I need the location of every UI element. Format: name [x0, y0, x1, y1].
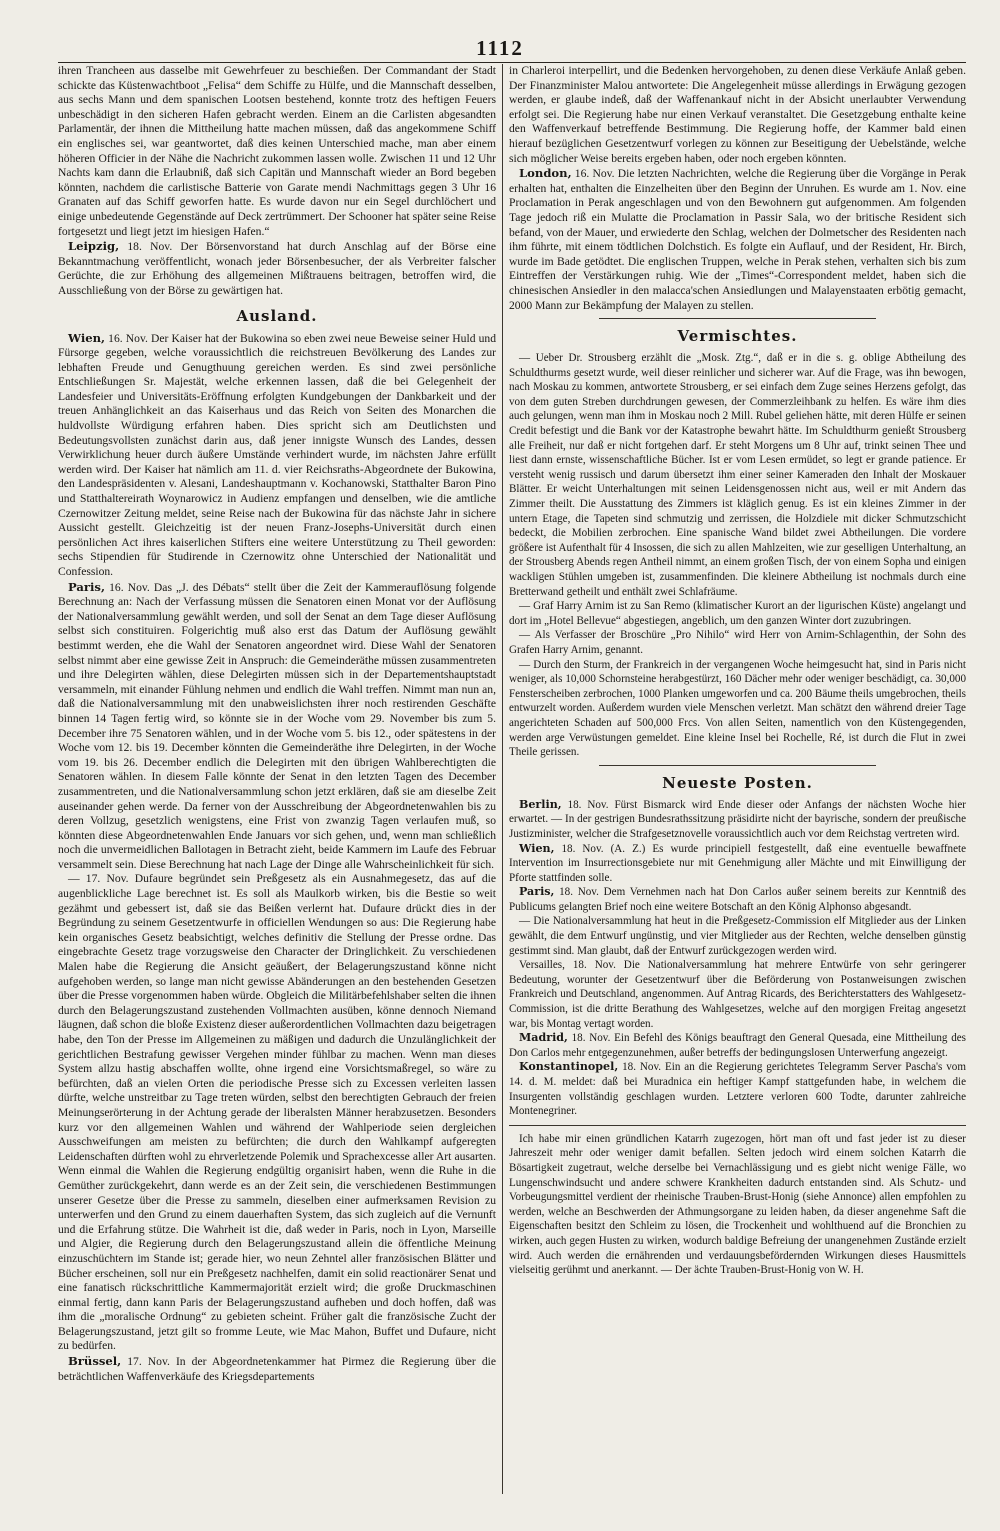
konstantinopel-article: [509, 1060, 966, 1118]
paris2-text: 18. Nov. Dem Vernehmen nach hat Don Carlos außer seinem bereits zur Kenntniß des Publicums gelangten Brief noch eine weitere Botschaft an den König Alphonso abgesandt.: [509, 886, 966, 913]
paris2-article: [509, 885, 966, 914]
advert-rule: [509, 1125, 966, 1126]
advert-brust-honig: Ich habe mir einen gründlichen Katarrh zugezogen, hört man oft und fast jeder ist zu dieser Jahreszeit mehr oder weniger damit befallen. Selten jedoch wird einem solchen Katarrh die Bösartigkeit zugetraut, welche derselbe bei Vernachlässigung und es giebt nicht wenige Fälle, wo Lungenschwindsucht und andere schwere Krankheiten dadurch entstanden sind. Als Schutz- und Vorbeugungsmittel verdient der rheinische Trauben-Brust-Honig (siehe Annonce) allen empfohlen zu werden, welche an Beschwerden der Athmungsorgane zu leiden haben, da dieser angenehme Saft die Eigenschaften besitzt den Schleim zu lösen, die Trockenheit und wohlthuend auf die Bronchien zu wirken, auch gegen Husten zu wirken, wodurch baldige Befreiung der unangenehmen Zustände erzielt wird. Auch werden die ernährenden und verdauungsbefördernden Wirkungen dieses Hausmittels vielseitig gerühmt und anerkannt. — Der ächte Trauben-Brust-Honig von W. H.: [509, 1132, 966, 1277]
wien2-text: 18. Nov. (A. Z.) Es wurde principiell festgestellt, daß eine eventuelle bewaffnete Intervention im Insurrectionsgebiete nur mit Genehmigung aller Mächte und mit Einwilligung der Pforte stattfinden solle.: [509, 842, 966, 884]
wien-text: 16. Nov. Der Kaiser hat der Bukowina so eben zwei neue Beweise seiner Huld und Fürsorge gegeben, welche voraussichtlich die reichstreuen Bevölkerung des Landes zur lebhaften Freude und Genugthuung gereichen werden. Es sind zwei persönliche Entschließungen Sr. Majestät, welche erkennen lassen, daß die bei Gelegenheit der Landesfeier und Universitäts-Eröffnung erfolgten Kundgebungen der Dankbarkeit und der treuen Anhänglichkeit an das Kaiserhaus und das Reich von Seiten des Monarchen die huldvollste Würdigung erfahren haben. Dies spricht sich am Deutlichsten und Bedeutungsvollsten zunächst darin aus, daß jener innigste Wunsch des Landes, dessen Verwirklichung heuer durch äußere Umstände verhindert wurde, im nächsten Jahre erfüllt werden wird. Der Kaiser hat nämlich am 11. d. vier Reichsraths-Abgeordnete der Bukowina, den Landespräsidenten v. Alesani, Landeshauptmann v. Kochanowski, Statthalter Baron Pino und Statthaltereirath Woynarowicz in Audienz empfangen und denselben, wie die amtliche Czernowitzer Zeitung meldet, seine Reise nach der Bukowina für das nächste Jahr in sichere Aussicht gestellt. Gleichzeitig ist der neuen Franz-Josephs-Universität durch einen persönlichen Act ihres kaiserlichen Stifters eine weitere Unterstützung zu Theil geworden: sechs Stipendien für Studirende in Czernowitz ohne Unterschied der Nationalität und Confession.: [58, 331, 496, 578]
page-number: 1112: [476, 36, 524, 60]
berlin-article: [509, 798, 966, 842]
dateline-konstantinopel: Konstantinopel,: [519, 1060, 619, 1074]
bruessel-text: 17. Nov. In der Abgeordnetenkammer hat Pirmez die Regierung über die beträchtlichen Waffenverkäufe des Kriegsdepartements: [58, 1355, 496, 1383]
carlist-report: ihren Trancheen aus dasselbe mit Gewehrfeuer zu beschießen. Der Commandant der Stadt schickte das Küstenwachtboot „Felisa“ dem Schiffe zu Hülfe, und die Mannschaft desselben, aus sechs Mann und dem spanischen Lootsen bestehend, konnte trotz des heftigen Feuers unbeschädigt in den sicheren Hafen gebracht werden. Einem an die Carlisten abgesandten Parlamentär, der ihnen die Mittheilung hatte machen müssen, daß das angekommene Schiff ein englisches sei, war geantwortet, daß dies keinen Unterschied mache, man aber einem höheren Officier in der Nähe die Nachricht zukommen lassen wolle. Zwischen 11 und 12 Uhr Nachts kam dann die Erlaubniß, daß sich Capitän und Mannschaft wieder an Bord begeben könnten, nachdem die carlistische Batterie von Garate mendi Nachmittags gegen 3 Uhr 16 Granaten auf das Schiff geworfen hatte. Es wurde davon nur ein Segel durchlöchert und einige unbedeutende Gegenstände auf Deck zertrümmert. Der Schooner hat später seine Reise fortgesetzt und liegt jetzt im hiesigen Hafen.“: [58, 64, 496, 238]
leipzig-text: 18. Nov. Der Börsenvorstand hat durch Anschlag auf der Börse eine Bekanntmachung veröffentlicht, wonach jeder Börsenbesucher, der als Verbreiter falscher Gerüchte, die zur Erhöhung des allgemeinen Mißtrauens beitragen, betroffen wird, die Ausschließung von der Börse zu gewärtigen hat.: [58, 240, 496, 297]
paris-nov17-article: — 17. Nov. Dufaure begründet sein Preßgesetz als ein Ausnahmegesetz, das auf die augenblickliche Lage berechnet ist. Es soll als Maulkorb wirken, bis die Bestie so weit gezähmt und gebessert ist, daß sie das Beißen verlernt hat. Dufaure drückt dies in der Begründung zu seinem Gesetzentwurfe in officiellen Wendungen so aus: Die Regierung habe kein organisches Gesetz beabsichtigt, welches definitiv die Stellung der Presse ordne. Das eingebrachte Gesetz trage vorzugsweise den Character der Dringlichkeit. Zu verschiedenen Malen habe die Regierung die Ansicht geäußert, der Belagerungszustand könne nicht aufgehoben werden, so lange man nicht gewisse Abänderungen an den bestehenden Gesetzen über die Presse vorgenommen haben würde. Obgleich die Militärbefehlshaber selten die ihnen durch den Belagerungszustand zustehenden Vollmachten ausüben, könne dennoch Niemand läugnen, daß schon die bloße Existenz dieser außerordentlichen Vollmachten dazu beigetragen habe, den Ton der Presse im Allgemeinen zu mäßigen und dadurch die Unzulänglichkeit der gerichtlichen Bestrafung gewisser Vergehen minder fühlbar zu machen. Wenn man dieses System allzu hastig abschaffen wollte, ohne irgend eine Vorsichtsmaßregel, so wäre zu befürchten, daß an vielen Orten die periodische Presse sich zu Excessen verleiten lassen dürfte, welche unstreitbar zu Tage treten würden, selbst den berechtigten Gebrauch der freien Meinungserörterung in der Achtung gerade der liberalsten Männer herabzusetzen. Besonders kurz vor den allgemeinen Wahlen und während der Wahlperiode seien dergleichen Ausschweifungen am meisten zu befürchten; die durch den Wahlkampf aufgeregten Leidenschaften dürften wohl zu ehrverletzende Polemik und Sprachexcesse aller Art ausarten. Wenn einmal die Wahlen die Regierung endgültig organisirt haben, wenn die Ruhe in die Gemüther zurückgekehrt, dann werde es an der Zeit sein, die verschiedenen Bestimmungen unserer Gesetze über die Presse zu sammeln, dieselben einer aufmerksamen Revision zu unterwerfen und den Grund zu einem dauerhaften System, das sich zugleich auf die Vernunft und die Erfahrung stütze. Die Wahrheit ist die, daß weder in Paris, noch in Lyon, Marseille und Algier, die Regierung durch den Belagerungszustand allein die öffentliche Meinung einzuschüchtern im Stande ist; gerade hier, wo neun Zehntel aller französischen Blätter und Bücher erscheinen, soll nur ein Preßgesetz nachhelfen, damit ein solid reactionärer Senat und eine fanatisch rückschrittliche Kammermajorität erzielt wird; die große Druckmaschinen einmal fertig, dann kann Paris der Belagerungszustand aufheben und doch hoffen, daß was ihm die „moralische Ordnung“ zu gebieten scheint. Früher galt die französische Zucht der Belagerungszustand, jetzt gilt so fromme Leute, wie Mac Mahon, Buffet und Dufaure, nicht zu bedürfen.: [58, 872, 496, 1353]
section-heading-vermischtes: Vermischtes.: [677, 327, 798, 346]
dateline-paris-2: Paris,: [519, 885, 555, 899]
storm-item: — Durch den Sturm, der Frankreich in der vergangenen Woche heimgesucht hat, sind in Paris nicht weniger, als 10,000 Schornsteine herabgestürzt, 160 Dächer mehr oder weniger beschädigt, ca. 30,000 Fensterscheiben zerbrochen, 1000 Planken umgeworfen und ca. 200 Bäume theils umgebrochen, theils entwurzelt worden. Außerdem wurden viele Menschen verletzt. Man schätzt den während dreier Tage angerichteten Schaden auf 500,000 Frcs. Von allen Seiten, namentlich von den Küstengegenden, werden arge Verwüstungen gemeldet. Eine kleine Insel bei Rochelle, Ré, ist durch die Flut in zwei Theile gerissen.: [509, 658, 966, 759]
dateline-paris: Paris,: [68, 579, 105, 594]
paris3-article: — Die Nationalversammlung hat heut in die Preßgesetz-Commission elf Mitglieder aus der Linken gewählt, die dem Entwurf ungünstig, und vier Mitglieder aus der Rechten, welche denselben günstig gestimmt sind. Man glaubt, daß der Entwurf zurückgezogen werden wird.: [509, 915, 966, 957]
pro-nihilo-item: — Als Verfasser der Broschüre „Pro Nihilo“ wird Herr von Arnim-Schlagenthin, der Sohn des Grafen Harry Arnim, genannt.: [509, 629, 966, 656]
dateline-wien: Wien,: [68, 330, 106, 345]
dateline-madrid: Madrid,: [519, 1031, 568, 1045]
konstantinopel-text: 18. Nov. Ein an die Regierung gerichtetes Telegramm Server Pascha's vom 14. d. M. meldet: daß bei Muradnica ein heftiger Kampf stattgefunden habe, in welchem die Insurgenten vollständig geschlagen wurden. Letztere verloren 600 Todte, darunter zahlreiche Montenegriner.: [509, 1061, 966, 1118]
section-rule: [599, 318, 876, 319]
dateline-wien-2: Wien,: [519, 841, 555, 855]
left-column: [58, 64, 496, 1384]
berlin-text: 18. Nov. Fürst Bismarck wird Ende dieser oder Anfangs der nächsten Woche hier erwartet. — In der gestrigen Bundesrathssitzung präsidirte nicht der bayrische, sondern der preußische Justizminister, welcher die Strafgesetznovelle voraussichtlich auch vor dem Reichstag vertreten wird.: [509, 798, 966, 840]
dateline-london: London,: [519, 166, 572, 181]
right-column: [509, 64, 966, 1278]
arnim-item: — Graf Harry Arnim ist zu San Remo (klimatischer Kurort an der ligurischen Küste) angelangt und dort im „Hotel Bellevue“ abgestiegen, angeblich, um den ganzen Winter dort zuzubringen.: [509, 600, 966, 627]
strousberg-item: — Ueber Dr. Strousberg erzählt die „Mosk. Ztg.“, daß er in die s. g. oblige Abtheilung des Schuldthurms gesetzt wurde, weil dieser reinlicher und sicherer war. Auf die Frage, was ihn bewogen, nach Moskau zu kommen, antwortete Strousberg, er sei einfach dem Zuge seines Herzens gefolgt, das von dem guten Streben durchdrungen gewesen, der Commerzleihbank zu helfen. Es wäre ihm dies auch gelungen, wenn man ihm in Moskau noch 2 Mill. Rubel geliehen hätte, mit deren Hülfe er seinen Credit befestigt und die Bank vor der Katastrophe bewahrt hätte. Im Schuldthurm genießt Strousberg alle Freiheit, nur daß er nicht fortgehen darf. Er steht Morgens um 8 Uhr auf, trinkt seinen Thee und liest dann ernste, wissenschaftliche Bücher. Ist er vom Lesen ermüdet, so legt er grande patience. Er versteht wenig russisch und darum übersetzt ihm einer seiner Kameraden den Inhalt der Moskauer Blätter. Er weicht Unterhaltungen mit seinen Leidensgenossen nicht aus, weil er mit Andern das Zimmer theilt. Die Ausstattung des Zimmers ist kläglich genug. Es ist ein kleines Zimmer in der untern Etage, die Tapeten sind schmutzig und zerrissen, die Holzdiele mit dicker Schmutzschicht bedeckt, die Mobilien zerbrochen. Eine spanische Wand bildet zwei Abtheilungen. Die vordere größere ist Aufenthalt für 4 Insossen, die sich zu allen Mahlzeiten, wie zur geselligen Unterhaltung, an der Strousberg Abends regen Antheil nimmt, an einem großen Tisch, der von einem Sopha und einigen wackligen Stühlen umgeben ist, zusammenfinden. Die kleinere Abtheilung ist nochmals durch eine Bretterwand getheilt und enthält zwei Schlafräume.: [509, 352, 966, 598]
section-rule-2: [599, 765, 876, 766]
bruessel-article: [58, 1354, 496, 1384]
dateline-bruessel: Brüssel,: [68, 1354, 122, 1369]
versailles-article: Versailles, 18. Nov. Die Nationalversammlung hat mehrere Entwürfe von sehr geringerer Bedeutung, worunter der Gesetzentwurf über die Beförderung von Postanweisungen zwischen Frankreich und Deutschland, angenommen. Auf Antrag Ricards, des Berichterstatters des Wahlgesetz-Commission, ist die dritte Berathung des Wahlgesetzes, welche auf den morgigen Freitag angesetzt war, bis Montag vertagt worden.: [509, 959, 966, 1030]
leipzig-article: [58, 239, 496, 298]
wien2-article: [509, 842, 966, 886]
header-rule: [58, 62, 966, 63]
section-heading-neueste-posten: Neueste Posten.: [662, 773, 813, 792]
madrid-article: [509, 1031, 966, 1060]
paris-text: 16. Nov. Das „J. des Débats“ stellt über die Zeit der Kammerauflösung folgende Berechnung an: Nach der Verfassung müssen die Senatoren einen Monat vor der Auflösung der Nationalversammlung gewählt werden, und soll der Senat an dem Tage dieser Auflösung selbst sich constituiren. Folgerichtig muß also erst das Datum der Auflösung gewählt bestimmt werden, ehe die Wahl der Senatoren angeordnet wird. Diese Wahl der Senatoren selbst nimmt aber eine gewisse Zeit in Anspruch: die Gemeinderäthe müssen zusammentreten und ihre Delegirten wählen, diese Delegirten müssen sich in der Departementshauptstadt versammeln, mit einander Fühlung nehmen und endlich die Wahl treffen. Nimmt man nun an, daß die Nationalversammlung mit den unabweislichsten ihrer noch restirenden Geschäfte binnen 14 Tagen fertig wird, so könnte sie in der Woche vom 29. November bis zum 5. December ihre 75 Senatoren wählen, und in der Woche vom 5. bis 12., oder spätestens in der Woche vom 12. bis 19. December könnten die Gemeinderäthe ihre Delegirten, in der Woche vom 19. bis 26. December endlich die Delegirten mit den übrigen Wahlberechtigten die Senatoren wählen. In diesem Falle könnte der Senat in den letzten Tagen des December zusammentreten, und die Nationalversammlung schon jetzt erklären, daß sie am dieselbe Zeit auseinander gehen werde. Da ferner von der Ausschreibung der Abgeordnetenwahlen bis zu deren Vollzug, gesetzlich wenigstens, eine Frist von zwanzig Tagen verlaufen muß, so könnten diese Abgeordnetenwahlen Ende Januars vor sich gehen, und, wenn man schließlich noch die unvermeidlichen Ballotagen in Betracht zieht, beide Kammern im Laufe des Februar versammelt sein. Diese Berechnung hat nach Lage der Dinge alle Wahrscheinlichkeit für sich.: [58, 580, 496, 871]
paris-article: [58, 580, 496, 873]
dateline-leipzig: Leipzig,: [68, 239, 120, 254]
london-text: 16. Nov. Die letzten Nachrichten, welche die Regierung über die Vorgänge in Perak erhalten hat, enthalten die Einzelheiten über den Beginn der Unruhen. Es wurde am 1. Nov. eine Proclamation in Perak angeschlagen und von den Bewohnern gut aufgenommen. Am folgenden Tage jedoch riß ein Mulatte die Proclamation in Passir Sala, wo der britische Resident sich befand, von der Mauer, und erwiederte den Schlag, welchen der Dolmetscher des Residenten nach ihm führte, mit einem tödtlichen Dolchstich. Es folgte ein Auflauf, und der Resident, Hr. Birch, wurde im Bade getödtet. Die englischen Truppen, welche in Perak stehen, verhalten sich bis zum Eintreffen der Verstärkungen ruhig. Wie der „Times“-Correspondent meldet, haben sich die chinesischen Ansiedler in den malacca'schen Ansiedlungen und Malayenstaaten erbötig gemacht, 2000 Mann zur Bekämpfung der Malayen zu stellen.: [509, 167, 966, 312]
london-article: [509, 166, 966, 313]
bruessel-continuation: in Charleroi interpellirt, und die Bedenken hervorgehoben, zu denen diese Verkäufe Anlaß geben. Der Finanzminister Malou antwortete: Die Angelegenheit müsse allerdings in Erwägung gezogen werden, er glaube indeß, daß der Waffenankauf nicht in der Absicht unerlaubter Verwendung erfolgt sei. Die Regierung habe nur einen Verkauf veranstaltet. Die Gesetzgebung enthalte keine den Waffenverkauf betreffende Bestimmung. Die Regierung hoffe, der Kammer bald einen hierauf bezüglichen Gesetzentwurf vorlegen zu können zur Beseitigung der Uebelstände, welche sich möglicher Weise bereits ergeben haben, oder noch ergeben könnten.: [509, 64, 966, 165]
section-heading-ausland: Ausland.: [236, 306, 318, 325]
madrid-text: 18. Nov. Ein Befehl des Königs beauftragt den General Quesada, eine Mittheilung des Don Carlos mehr entgegenzunehmen, außer betreffs der bedingungslosen Unterwerfung angezeigt.: [509, 1032, 966, 1059]
column-divider: [502, 64, 503, 1494]
wien-article: [58, 331, 496, 580]
dateline-berlin: Berlin,: [519, 797, 562, 811]
